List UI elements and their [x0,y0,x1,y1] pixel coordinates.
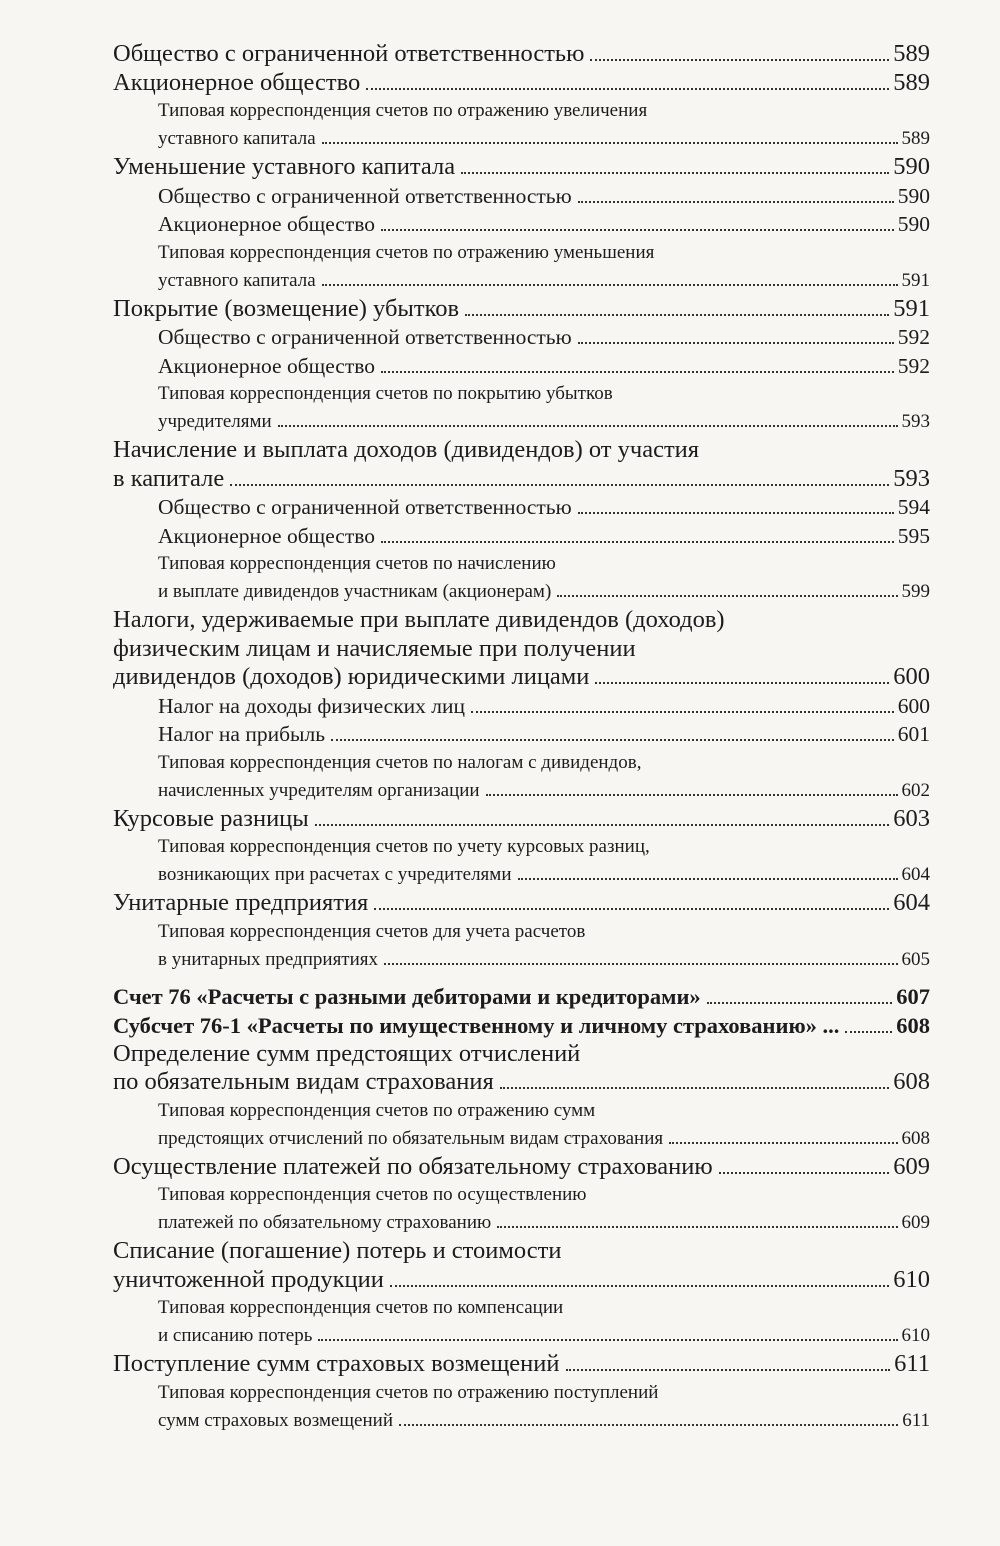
toc-entry[interactable] [113,833,930,889]
toc-entry-line [158,720,930,749]
toc-entry[interactable] [113,210,930,239]
toc-entry-title: Типовая корреспонденция счетов для учета расчетов [158,920,586,942]
dot-leader [381,229,894,231]
toc-entry-line [113,663,930,692]
toc-entry-line [113,153,930,182]
dot-leader [719,1172,890,1174]
toc-entry-title: дивидендов (доходов) юридическими лицами [113,663,590,690]
dot-leader [278,425,898,427]
toc-entry[interactable] [113,380,930,436]
toc-entry-title: Списание (погашение) потерь и стоимости [113,1237,562,1264]
toc-page-number: 592 [897,353,930,378]
dot-leader [578,512,894,514]
toc-page-number: 604 [893,889,930,916]
toc-entry-title: Общество с ограниченной ответственностью [158,495,572,519]
toc-entry-line [113,295,930,324]
toc-page-number: 610 [901,1325,930,1346]
toc-entry-title: Счет 76 «Расчеты с разными дебиторами и кредиторами» [113,983,701,1009]
dot-leader [500,1087,889,1089]
toc-page-number: 593 [901,411,930,432]
dot-leader [669,1142,897,1144]
toc-entry[interactable] [113,692,930,721]
dot-leader [595,682,889,684]
toc-entry-title: Определение сумм предстоящих отчислений [113,1039,581,1067]
dot-leader [486,794,898,796]
dot-leader [578,342,894,344]
toc-entry-title: Субсчет 76-1 «Расчеты по имущественному и личному страхованию» ... [113,1012,840,1038]
toc-entry[interactable] [113,323,930,352]
dot-leader [318,1339,897,1341]
toc-entry-line [113,1068,930,1097]
toc-entry-title: начисленных учредителям организации [158,779,480,801]
toc-entry-line [158,1407,930,1435]
toc-entry-title: Акционерное общество [158,353,375,378]
toc-entry-line [158,578,930,606]
toc-entry-title: Поступление сумм страховых возмещений [113,1350,560,1377]
toc-entry-line [113,982,930,1011]
toc-entry-line [158,1125,930,1153]
toc-page-number: 592 [897,325,930,349]
toc-entry[interactable] [113,40,930,69]
toc-entry-title: Уменьшение уставного капитала [113,153,456,180]
toc-entry-line [158,1181,930,1209]
toc-entry[interactable] [113,69,930,98]
toc-entry[interactable] [113,239,930,295]
dot-leader [322,142,898,144]
dot-leader [390,1285,889,1287]
toc-entry[interactable] [113,153,930,182]
toc-entry-title: Общество с ограниченной ответственностью [113,40,585,67]
toc-entry-title: учредителями [158,411,272,432]
toc-page-number: 593 [893,464,930,492]
toc-page-number: 611 [894,1350,930,1377]
toc-entry-title: Налог на доходы физических лиц [158,693,466,718]
toc-entry-line [158,861,930,889]
dot-leader [518,878,898,880]
toc-page-number: 601 [897,722,930,746]
dot-leader [399,1424,898,1426]
toc-entry[interactable] [113,918,930,974]
toc-entry-title: Начисление и выплата доходов (дивидендов) от участия [113,436,700,463]
toc-entry-title: Общество с ограниченной ответственностью [158,325,572,349]
toc-entry-title: Типовая корреспонденция счетов по начислению [158,553,556,574]
dot-leader [381,371,894,373]
toc-entry-line [158,125,930,153]
toc-entry-line [113,1153,930,1182]
toc-entry[interactable] [113,1350,930,1379]
toc-page-number: 590 [897,183,930,208]
toc-entry-line [158,550,930,578]
toc-entry-title: по обязательным видам страхования [113,1068,494,1095]
toc-entry[interactable] [113,1294,930,1350]
toc-entry-line [158,1209,930,1237]
dot-leader [471,711,894,713]
dot-leader [578,201,894,203]
toc-entry-line [158,1379,930,1407]
toc-entry-title: Типовая корреспонденция счетов по отражению уменьшения [158,241,655,263]
toc-entry[interactable] [113,1040,930,1097]
toc-entry[interactable] [113,182,930,211]
toc-entry-title: Налог на прибыль [158,722,326,746]
table-of-contents [113,40,930,1435]
toc-entry-line [158,918,930,946]
toc-entry-line [158,210,930,239]
toc-page-number: 603 [893,804,930,832]
dot-leader [590,59,889,61]
toc-entry[interactable] [113,1237,930,1294]
toc-entry-title: Типовая корреспонденция счетов по компенсации [158,1297,564,1318]
toc-entry-title: Осуществление платежей по обязательному страхованию [113,1152,713,1180]
toc-entry[interactable] [113,1181,930,1237]
dot-leader [557,595,897,597]
dot-leader [461,172,889,174]
toc-page-number: 602 [901,779,930,801]
toc-entry[interactable] [113,606,930,692]
toc-entry-title: Акционерное общество [113,68,361,96]
toc-account-heading[interactable] [113,982,930,1011]
toc-entry-title: Типовая корреспонденция счетов по отражению сумм [158,1099,596,1121]
toc-entry-line [158,1322,930,1350]
toc-page-number: 589 [901,128,930,149]
dot-leader [230,484,889,486]
toc-entry-line [158,408,930,436]
dot-leader [845,1031,892,1033]
toc-entry-title: Общество с ограниченной ответственностью [158,183,572,208]
toc-page-number: 589 [893,40,930,67]
toc-entry-line [158,749,930,777]
toc-entry-title: и выплате дивидендов участникам (акционерам) [158,581,552,602]
toc-page-number: 600 [897,693,930,718]
dot-leader [707,1002,893,1004]
toc-entry-line [113,1266,930,1295]
toc-entry-line [113,465,930,494]
toc-page-number: 595 [897,523,930,548]
toc-page-number: 605 [901,948,930,970]
toc-entry-line [158,267,930,295]
toc-entry-line [158,833,930,861]
dot-leader [374,908,889,910]
toc-entry-line [158,1097,930,1125]
toc-page-number: 591 [901,269,930,291]
toc-entry-title: уставного капитала [158,269,316,291]
toc-entry[interactable] [113,295,930,324]
toc-page-number: 589 [893,68,930,96]
toc-entry-line [158,777,930,805]
toc-entry-line [158,352,930,381]
dot-leader [384,963,897,965]
toc-entry-title: уставного капитала [158,128,316,149]
toc-entry-line [113,635,930,664]
toc-page-number: 590 [897,212,930,236]
toc-entry-title: в капитале [113,464,225,492]
toc-entry-line [113,40,930,69]
dot-leader [566,1369,891,1371]
toc-account-heading[interactable] [113,1011,930,1040]
dot-leader [465,314,889,316]
toc-entry-title: платежей по обязательному страхованию [158,1212,492,1233]
toc-entry-title: в унитарных предприятиях [158,948,379,970]
toc-page-number: 611 [902,1409,930,1431]
toc-page-number: 608 [893,1068,930,1095]
dot-leader [315,824,890,826]
toc-entry-line [158,522,930,551]
toc-entry[interactable] [113,352,930,381]
toc-entry-title: уничтоженной продукции [113,1265,384,1293]
toc-entry-title: и списанию потерь [158,1325,313,1346]
toc-entry-line [158,97,930,125]
toc-page-number: 610 [893,1265,930,1293]
toc-entry[interactable] [113,522,930,551]
toc-page-number: 594 [897,495,930,519]
toc-entry-line [113,436,930,465]
toc-entry-title: Типовая корреспонденция счетов по учету курсовых разниц, [158,836,650,857]
dot-leader [331,739,894,741]
toc-entry[interactable] [113,97,930,153]
toc-page-number: 609 [893,1152,930,1180]
toc-entry-line [158,182,930,211]
toc-page-number: 591 [893,294,930,322]
toc-entry-title: Покрытие (возмещение) убытков [113,294,460,322]
toc-entry-line [158,692,930,721]
dot-leader [366,88,889,90]
toc-entry-line [113,889,930,918]
toc-entry[interactable] [113,1097,930,1153]
toc-entry-title: Акционерное общество [158,212,375,236]
toc-entry-line [158,1294,930,1322]
toc-entry-line [158,946,930,974]
toc-entry-line [113,606,930,635]
toc-entry-title: сумм страховых возмещений [158,1409,393,1431]
toc-page-number: 604 [901,864,930,885]
toc-entry-title: Типовая корреспонденция счетов по осуществлению [158,1184,587,1205]
dot-leader [322,284,898,286]
toc-entry[interactable] [113,493,930,522]
toc-page-number: 590 [893,153,930,180]
toc-page-number: 607 [896,983,930,1009]
toc-page-number: 609 [901,1212,930,1233]
toc-entry-line [158,493,930,522]
toc-entry-line [113,1237,930,1266]
toc-entry-title: Налоги, удерживаемые при выплате дивидендов (доходов) [113,606,725,633]
toc-entry-title: физическим лицам и начисляемые при получении [113,634,636,662]
toc-entry-title: Унитарные предприятия [113,889,369,916]
toc-entry[interactable] [113,720,930,749]
toc-page-number: 600 [893,663,930,690]
toc-entry-line [113,69,930,98]
toc-entry-line [158,239,930,267]
toc-entry-title: Типовая корреспонденция счетов по отражению поступлений [158,1381,659,1403]
toc-entry[interactable] [113,1153,930,1182]
toc-entry-title: Типовая корреспонденция счетов по покрытию убытков [158,383,613,404]
toc-page-number: 608 [896,1012,930,1038]
toc-entry[interactable] [113,550,930,606]
toc-entry-title: Типовая корреспонденция счетов по налогам с дивидендов, [158,751,642,773]
dot-leader [381,541,894,543]
toc-entry-line [113,805,930,834]
toc-entry[interactable] [113,889,930,918]
toc-page-number: 599 [901,581,930,602]
toc-entry-title: Курсовые разницы [113,804,309,832]
toc-entry-line [113,1011,930,1040]
dot-leader [497,1226,897,1228]
toc-entry[interactable] [113,805,930,834]
toc-entry-line [113,1350,930,1379]
toc-entry[interactable] [113,1379,930,1435]
toc-entry-line [113,1040,930,1069]
toc-entry-title: предстоящих отчислений по обязательным видам страхования [158,1127,664,1149]
toc-entry-line [158,323,930,352]
toc-entry-title: возникающих при расчетах с учредителями [158,864,512,885]
toc-entry[interactable] [113,436,930,493]
toc-entry[interactable] [113,749,930,805]
toc-entry-title: Акционерное общество [158,523,375,548]
toc-entry-line [158,380,930,408]
toc-entry-title: Типовая корреспонденция счетов по отражению увеличения [158,100,648,121]
toc-page-number: 608 [901,1127,930,1149]
